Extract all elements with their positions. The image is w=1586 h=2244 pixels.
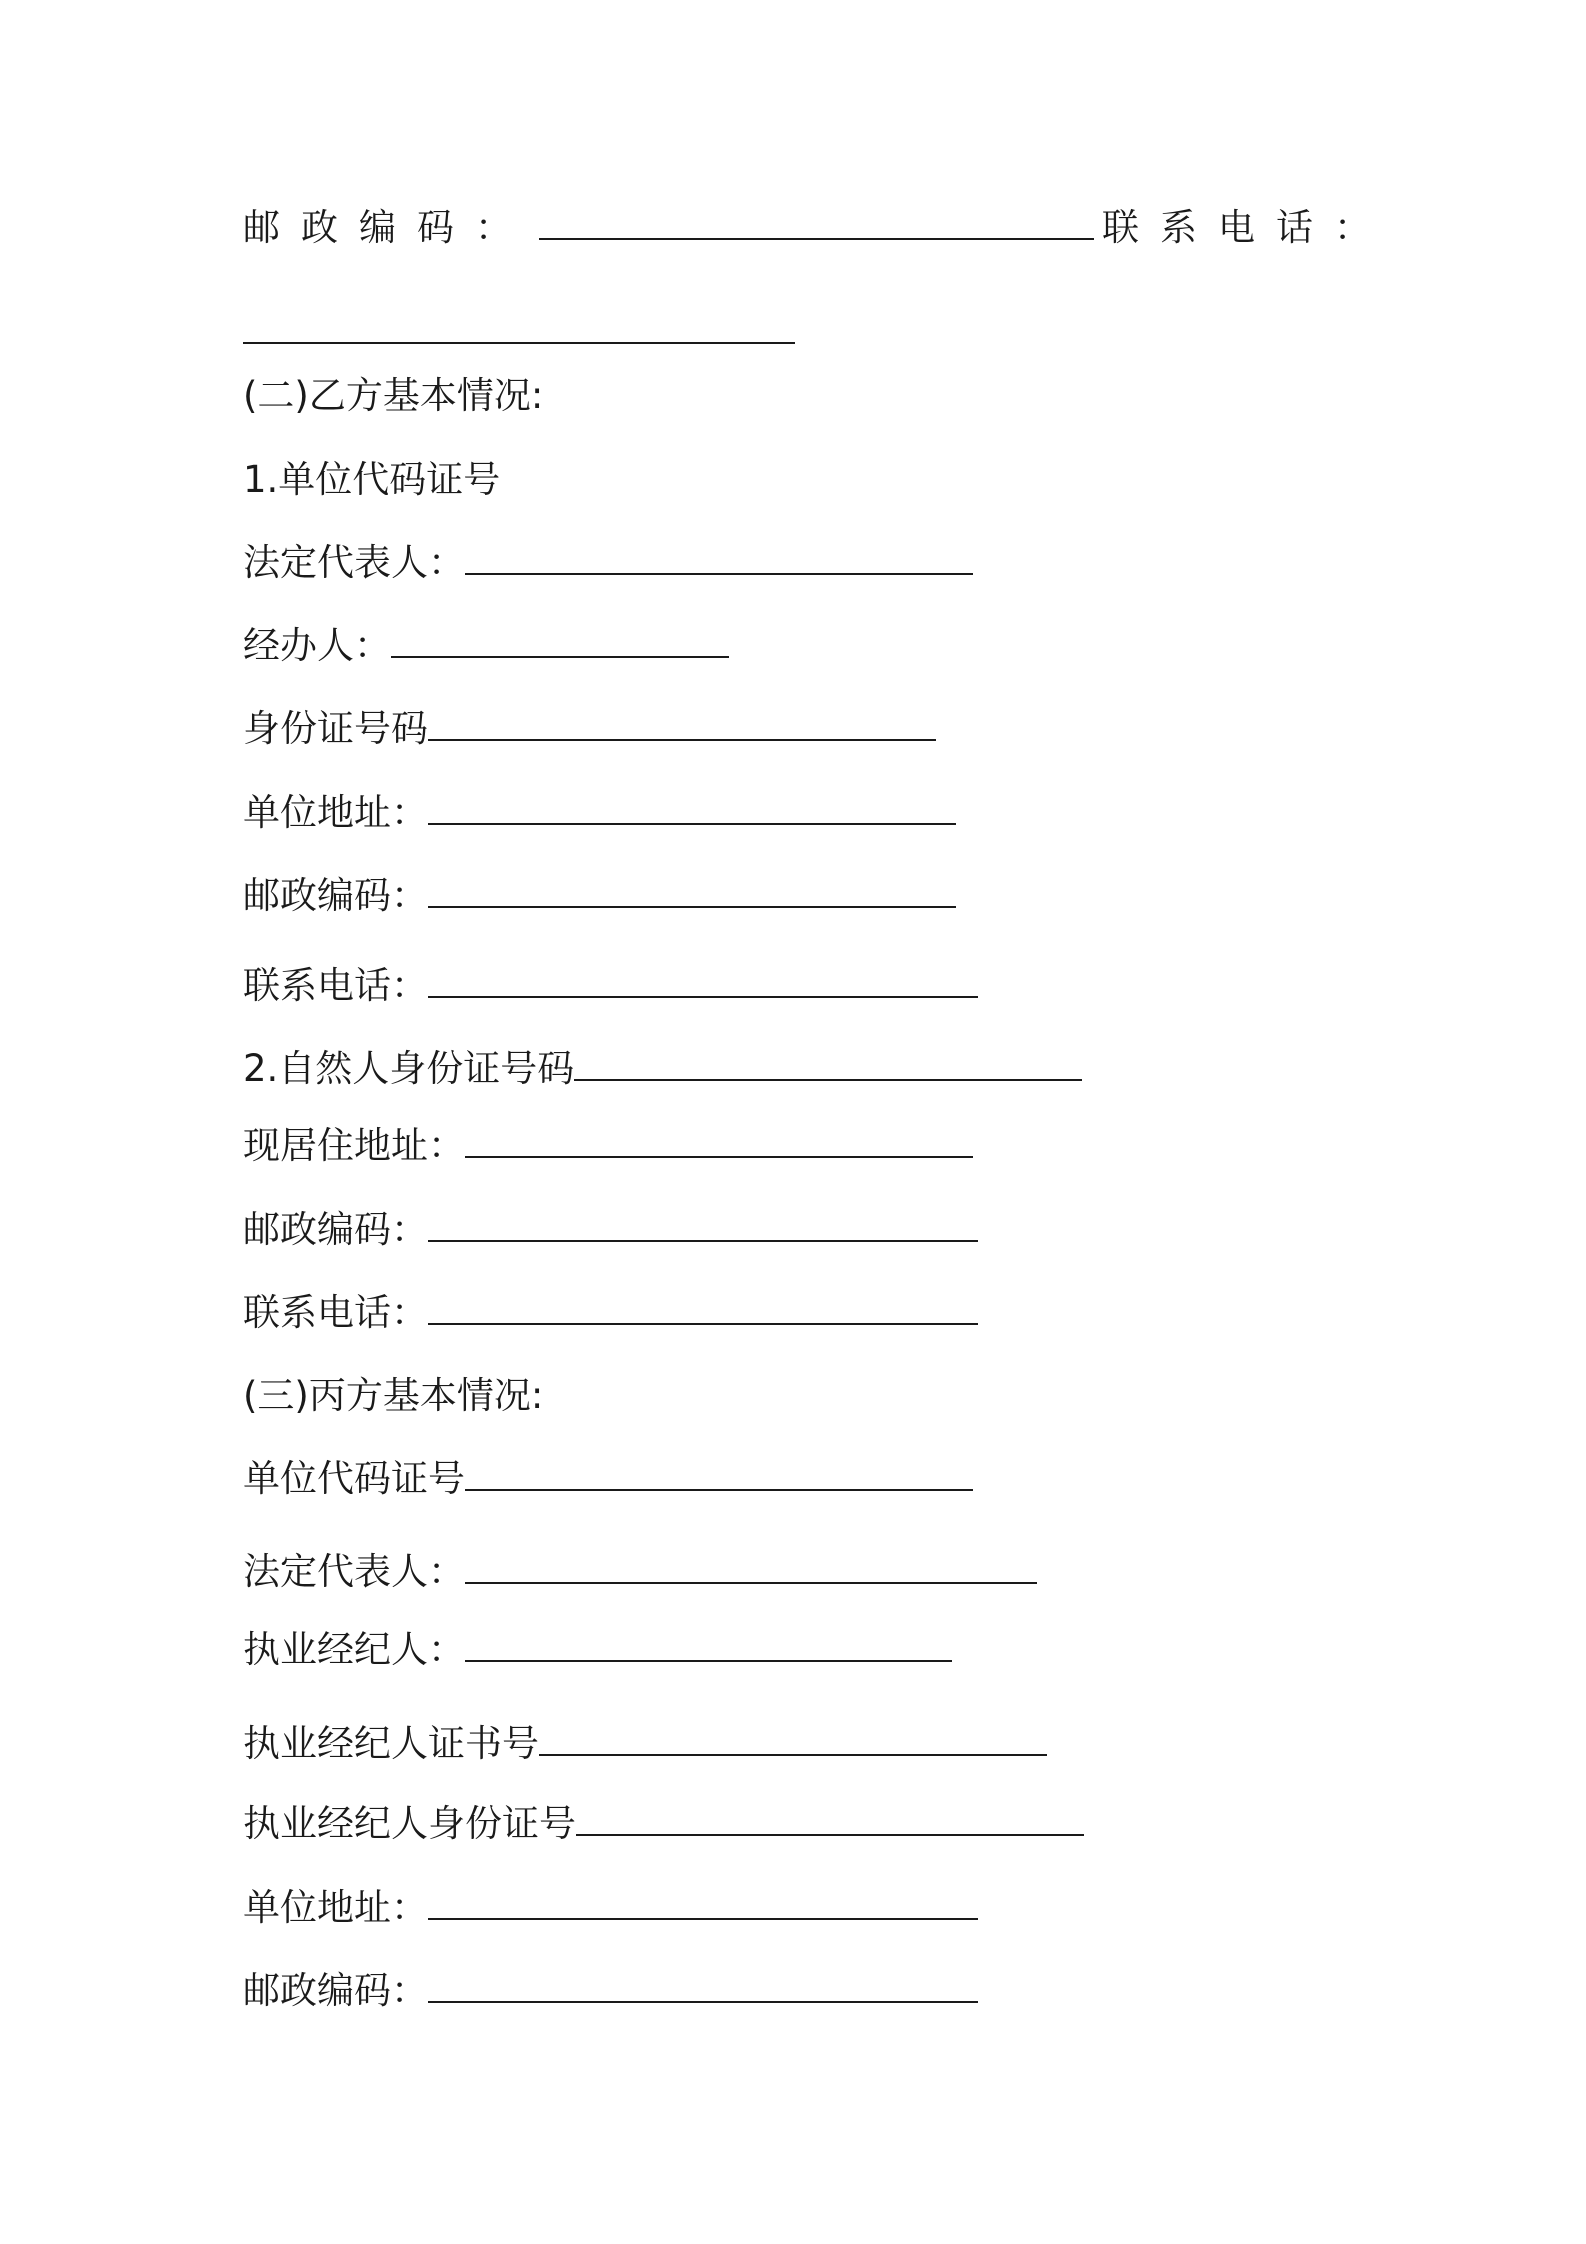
party-b-postal-2-label: 邮政编码： xyxy=(243,1208,428,1251)
party-c-heading-text: (三)丙方基本情况: xyxy=(243,1374,544,1417)
party-b-phone-2-blank[interactable] xyxy=(428,1289,978,1325)
party-b-current-address-line xyxy=(243,1122,973,1170)
party-b-current-address-label: 现居住地址： xyxy=(243,1124,465,1167)
party-b-person-id-label: 2.自然人身份证号码 xyxy=(243,1047,575,1090)
party-b-org-code-line xyxy=(243,456,500,504)
party-b-address-label: 单位地址： xyxy=(243,791,428,834)
party-b-postal-line xyxy=(243,872,956,920)
party-b-person-id-blank[interactable] xyxy=(574,1045,1082,1081)
party-c-postal-line xyxy=(243,1967,978,2015)
party-c-broker-blank[interactable] xyxy=(465,1626,952,1662)
party-b-handler-blank[interactable] xyxy=(391,622,729,658)
party-b-postal-2-line xyxy=(243,1206,978,1254)
party-b-id-blank[interactable] xyxy=(428,705,936,741)
party-a-postal-code-label: 邮政编码： xyxy=(243,206,533,249)
party-c-address-blank[interactable] xyxy=(428,1884,978,1920)
party-c-postal-blank[interactable] xyxy=(428,1967,978,2003)
party-c-heading xyxy=(243,1372,543,1420)
party-b-postal-label: 邮政编码： xyxy=(243,874,428,917)
party-c-broker-id-line xyxy=(243,1800,1084,1848)
party-c-broker-label: 执业经纪人： xyxy=(243,1628,465,1671)
party-c-broker-cert-line xyxy=(243,1720,1047,1768)
party-b-handler-label: 经办人： xyxy=(243,624,391,667)
party-b-address-blank[interactable] xyxy=(428,789,956,825)
party-b-org-code-label: 1.单位代码证号 xyxy=(243,458,501,501)
party-a-phone-line xyxy=(243,308,795,356)
party-b-legal-rep-blank[interactable] xyxy=(465,539,973,575)
party-c-broker-id-blank[interactable] xyxy=(576,1800,1084,1836)
party-c-postal-label: 邮政编码： xyxy=(243,1969,428,2012)
party-c-broker-line xyxy=(243,1626,952,1674)
party-c-org-code-blank[interactable] xyxy=(465,1455,973,1491)
party-b-handler-line xyxy=(243,622,729,670)
party-b-postal-2-blank[interactable] xyxy=(428,1206,978,1242)
party-b-id-label: 身份证号码 xyxy=(243,707,428,750)
party-a-phone-label: 联系电话： xyxy=(1102,206,1392,249)
party-b-legal-rep-label: 法定代表人： xyxy=(243,541,465,584)
party-c-address-label: 单位地址： xyxy=(243,1886,428,1929)
party-b-phone-2-label: 联系电话： xyxy=(243,1291,428,1334)
party-b-address-line xyxy=(243,789,956,837)
party-b-phone-blank[interactable] xyxy=(428,962,978,998)
party-b-person-id-line xyxy=(243,1045,1082,1093)
party-c-org-code-line xyxy=(243,1455,973,1503)
party-b-postal-blank[interactable] xyxy=(428,872,956,908)
party-b-legal-rep-line xyxy=(243,539,973,587)
party-a-phone-blank[interactable] xyxy=(243,308,795,344)
party-b-heading-text: (二)乙方基本情况: xyxy=(243,374,544,417)
party-c-address-line xyxy=(243,1884,978,1932)
party-c-broker-cert-label: 执业经纪人证书号 xyxy=(243,1722,539,1765)
party-b-current-address-blank[interactable] xyxy=(465,1122,973,1158)
party-b-phone-line xyxy=(243,962,978,1010)
party-b-phone-label: 联系电话： xyxy=(243,964,428,1007)
party-c-legal-rep-line xyxy=(243,1548,1037,1596)
party-a-postal-phone-line xyxy=(243,204,1392,252)
party-c-broker-id-label: 执业经纪人身份证号 xyxy=(243,1802,576,1845)
party-c-legal-rep-blank[interactable] xyxy=(465,1548,1037,1584)
party-c-legal-rep-label: 法定代表人： xyxy=(243,1550,465,1593)
party-b-heading xyxy=(243,372,543,420)
party-c-broker-cert-blank[interactable] xyxy=(539,1720,1047,1756)
party-c-org-code-label: 单位代码证号 xyxy=(243,1457,465,1500)
party-b-phone-2-line xyxy=(243,1289,978,1337)
party-b-id-line xyxy=(243,705,936,753)
party-a-postal-code-blank[interactable] xyxy=(539,204,1094,240)
